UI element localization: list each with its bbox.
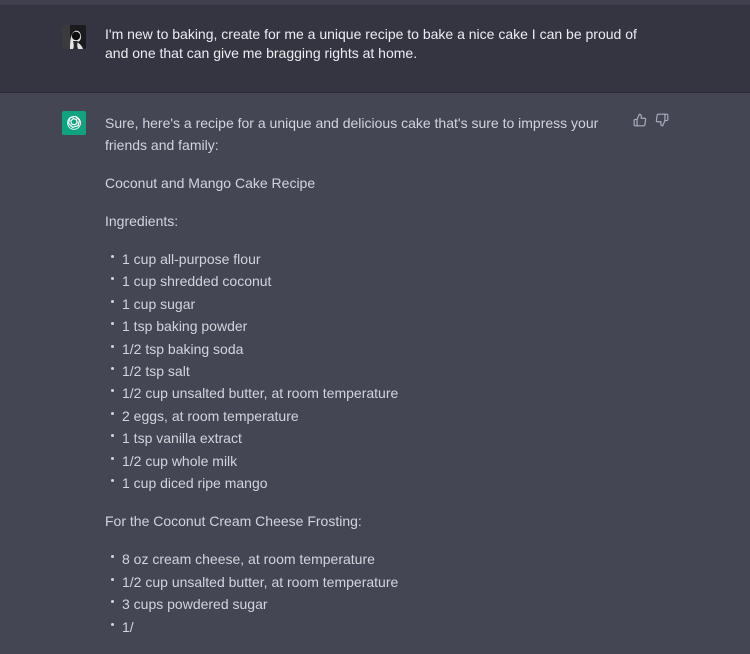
list-item: 1/2 tsp salt bbox=[105, 360, 620, 382]
list-item: 1 tsp baking powder bbox=[105, 315, 620, 337]
assistant-avatar bbox=[62, 111, 86, 135]
feedback-buttons bbox=[633, 113, 669, 127]
recipe-title: Coconut and Mango Cake Recipe bbox=[105, 175, 316, 191]
frosting-heading: For the Coconut Cream Cheese Frosting: bbox=[105, 513, 362, 530]
list-item: 8 oz cream cheese, at room temperature bbox=[105, 548, 620, 570]
user-photo-avatar bbox=[62, 25, 86, 49]
list-item: 1 cup shredded coconut bbox=[105, 270, 620, 292]
assistant-message bbox=[0, 93, 750, 654]
openai-logo-icon bbox=[65, 114, 83, 132]
frosting-list bbox=[105, 548, 620, 638]
assistant-message-content bbox=[105, 112, 620, 654]
list-item: 3 cups powdered sugar bbox=[105, 593, 620, 615]
thumbs-up-icon[interactable] bbox=[633, 113, 647, 127]
list-item: 1/ bbox=[105, 616, 620, 638]
user-avatar bbox=[62, 25, 86, 49]
list-item: 1/2 cup whole milk bbox=[105, 450, 620, 472]
list-item: 1/2 cup unsalted butter, at room temperature bbox=[105, 382, 620, 404]
list-item: 1 cup all-purpose flour bbox=[105, 248, 620, 270]
list-item: 1 cup diced ripe mango bbox=[105, 472, 620, 494]
user-message-text: I'm new to baking, create for me a unique recipe to bake a nice cake I can be proud of and one that can give me bragging rights at home. bbox=[105, 26, 637, 61]
ingredients-list bbox=[105, 248, 620, 494]
list-item: 2 eggs, at room temperature bbox=[105, 405, 620, 427]
list-item: 1/2 tsp baking soda bbox=[105, 338, 620, 360]
list-item: 1/2 cup unsalted butter, at room temperature bbox=[105, 571, 620, 593]
user-message bbox=[0, 5, 750, 93]
list-item: 1 cup sugar bbox=[105, 293, 620, 315]
thumbs-down-icon[interactable] bbox=[655, 113, 669, 127]
ingredients-heading: Ingredients: bbox=[105, 213, 179, 229]
intro-text: Sure, here's a recipe for a unique and delicious cake that's sure to impress your friends and family: bbox=[105, 115, 599, 153]
list-item: 1 tsp vanilla extract bbox=[105, 427, 620, 449]
